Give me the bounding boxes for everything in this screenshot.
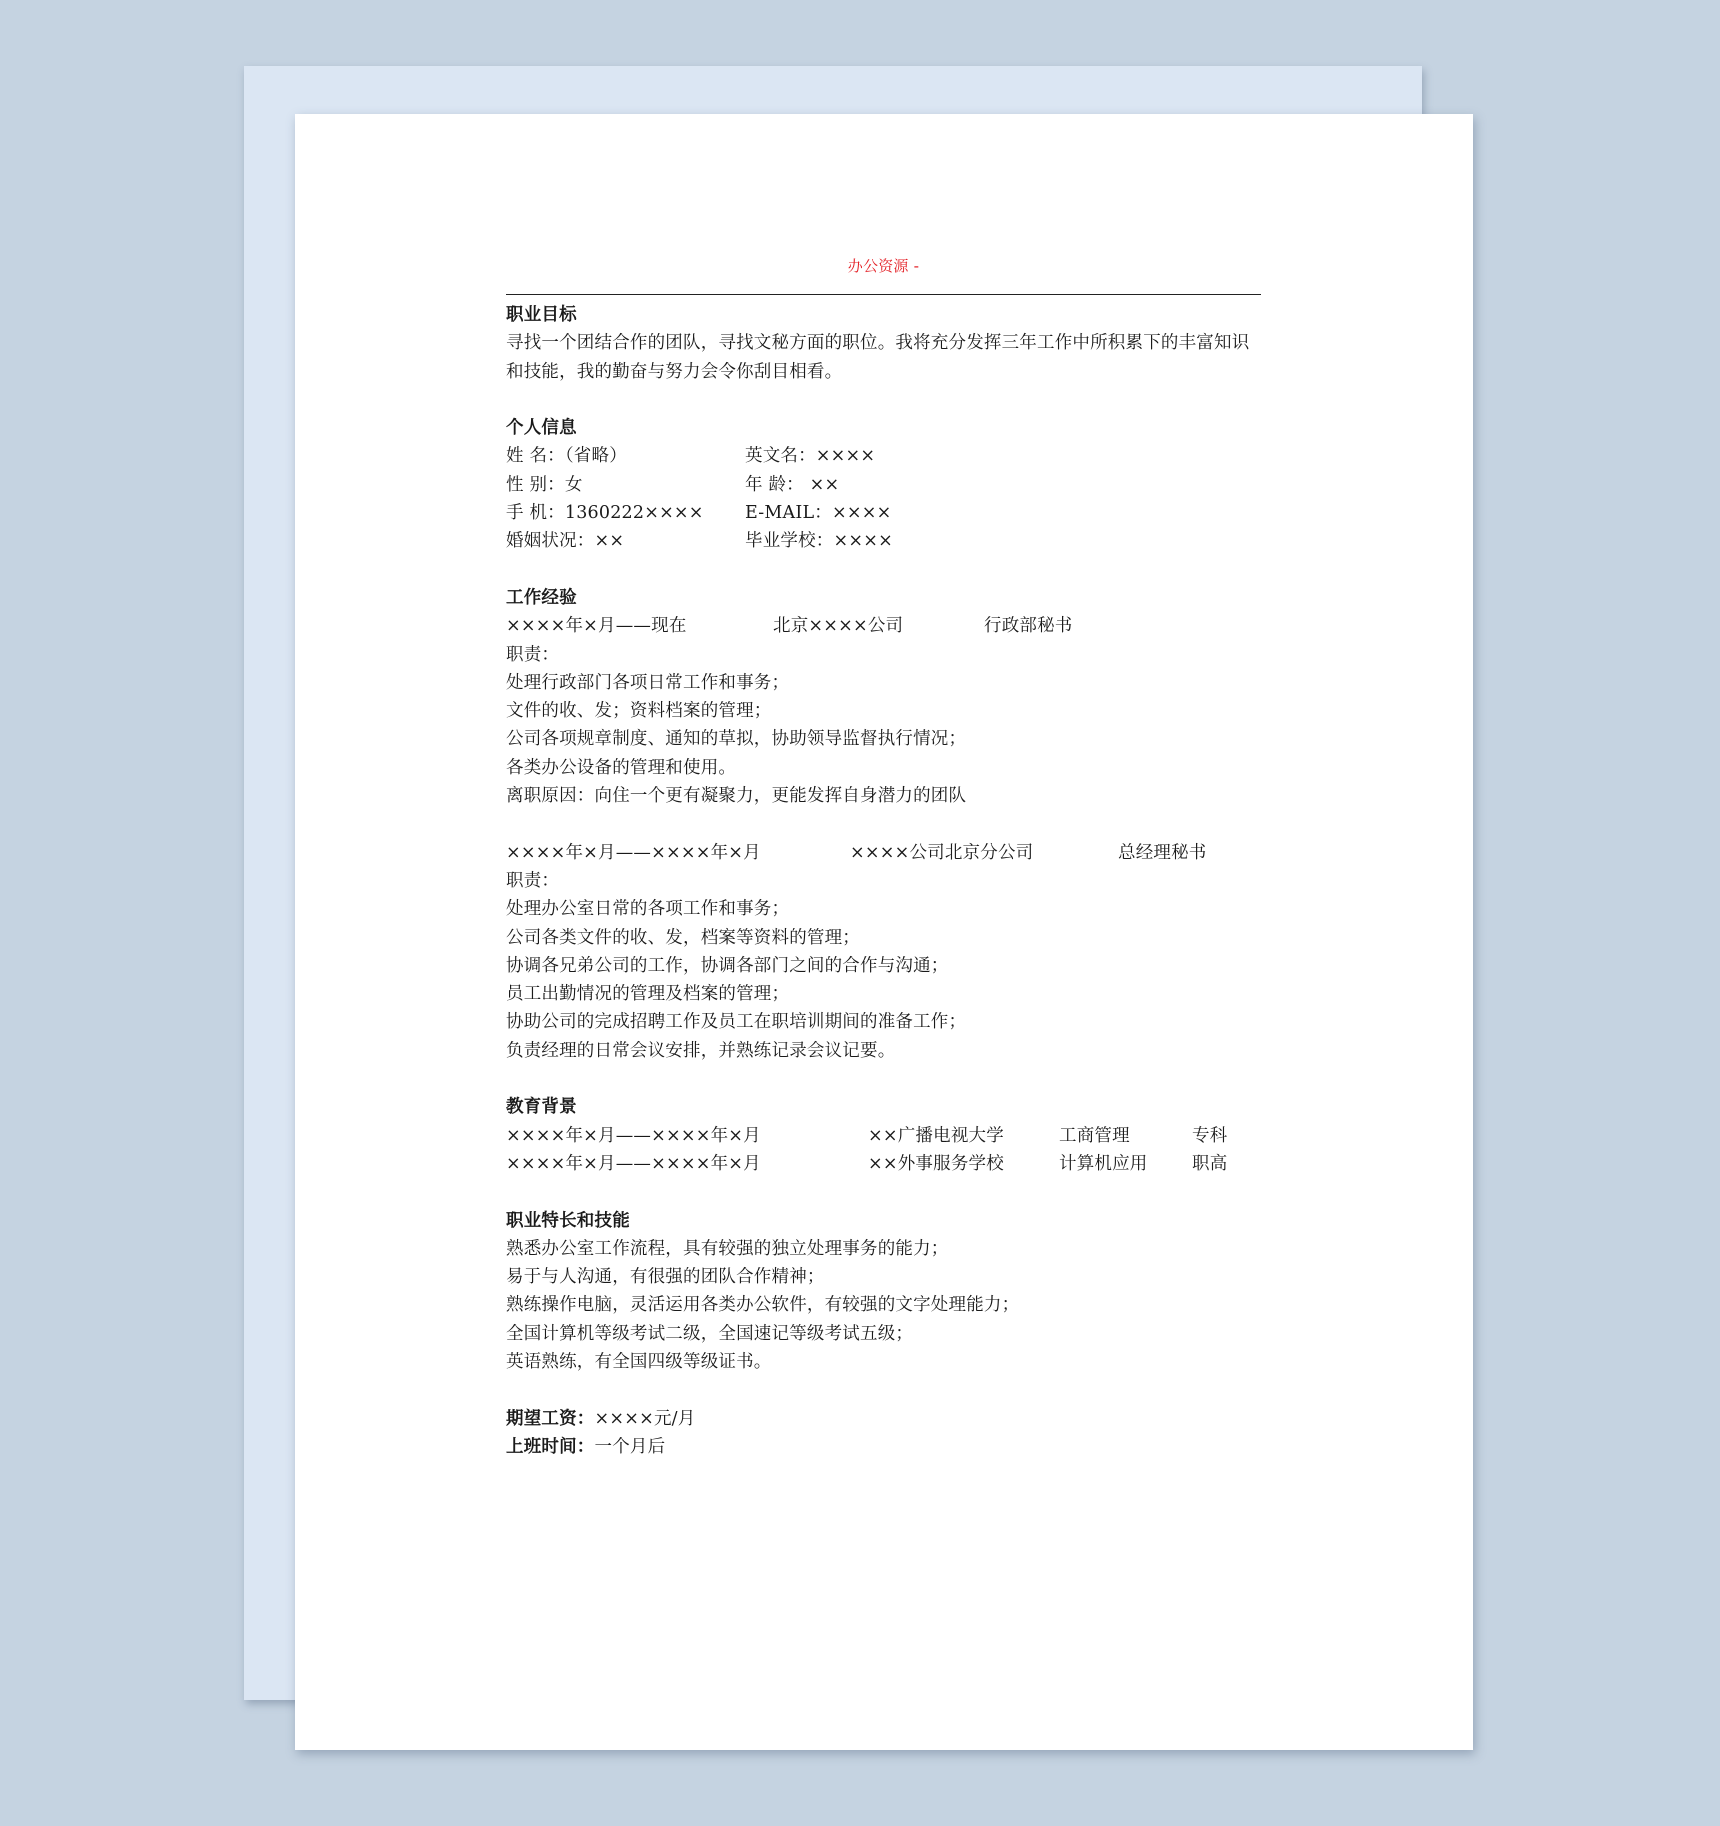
info-name: 姓 名：（省略） — [506, 446, 627, 467]
job-duty-item: 处理行政部门各项日常工作和事务； — [506, 672, 790, 693]
start-time — [506, 1433, 1261, 1461]
education-level: 专科 — [1192, 1125, 1228, 1146]
job-date: ××××年×月——现在 — [506, 616, 687, 637]
job-duty-item: 负责经理的日常会议安排，并熟练记录会议记要。 — [506, 1040, 896, 1061]
personal-info-title: 个人信息 — [506, 418, 577, 439]
objective-text: 寻找一个团结合作的团队，寻找文秘方面的职位。我将充分发挥三年工作中所积累下的丰富知识和技能，我的勤奋与努力会令你刮目相看。 — [506, 333, 1250, 382]
job-duty-item: 协调各兄弟公司的工作，协调各部门之间的合作与沟通； — [506, 955, 949, 976]
job-leave-reason: 离职原因：向住一个更有凝聚力，更能发挥自身潜力的团队 — [506, 786, 967, 807]
education-major: 工商管理 — [1059, 1125, 1130, 1146]
expected-salary-value: ××××元/月 — [594, 1408, 696, 1429]
info-school: 毕业学校：×××× — [745, 531, 893, 552]
resume-page — [295, 114, 1473, 1750]
info-marital-status: 婚姻状况：×× — [506, 531, 625, 552]
job-duty-item: 协助公司的完成招聘工作及员工在职培训期间的准备工作； — [506, 1012, 967, 1033]
job-duty-label: 职责： — [506, 870, 560, 891]
start-time-value: 一个月后 — [594, 1436, 666, 1457]
section-gap — [506, 810, 1261, 838]
job-position: 总经理秘书 — [1118, 842, 1207, 863]
resume-body — [506, 301, 1261, 1461]
expected-salary — [506, 1405, 1261, 1433]
info-gender: 性 别：女 — [506, 474, 583, 495]
job-duty-item: 公司各类文件的收、发，档案等资料的管理； — [506, 927, 860, 948]
personal-info-row — [506, 527, 1261, 555]
personal-info-row — [506, 442, 1261, 470]
education-row — [506, 1122, 1261, 1150]
job-company: 北京××××公司 — [773, 616, 904, 637]
job-header — [506, 839, 1261, 867]
info-english-name: 英文名：×××× — [745, 446, 876, 467]
job-company: ××××公司北京分公司 — [850, 842, 1034, 863]
skills-title: 职业特长和技能 — [506, 1210, 630, 1231]
education-level: 职高 — [1192, 1153, 1228, 1174]
education-school: ××广播电视大学 — [868, 1125, 1004, 1146]
personal-info-row — [506, 471, 1261, 499]
section-gap — [506, 1065, 1261, 1093]
work-experience-title: 工作经验 — [506, 587, 577, 608]
education-row — [506, 1150, 1261, 1178]
section-gap — [506, 556, 1261, 584]
job-header — [506, 612, 1261, 640]
job-duty-item: 文件的收、发；资料档案的管理； — [506, 701, 772, 722]
section-gap — [506, 1178, 1261, 1206]
skill-item: 熟悉办公室工作流程，具有较强的独立处理事务的能力； — [506, 1238, 949, 1259]
section-gap — [506, 386, 1261, 414]
page-header: 办公资源 - — [847, 257, 920, 275]
personal-info-row — [506, 499, 1261, 527]
info-email: E-MAIL：×××× — [745, 503, 892, 524]
job-duty-item: 处理办公室日常的各项工作和事务； — [506, 899, 790, 920]
skill-item: 全国计算机等级考试二级，全国速记等级考试五级； — [506, 1323, 914, 1344]
education-title: 教育背景 — [506, 1097, 577, 1118]
objective-title: 职业目标 — [506, 305, 577, 325]
skill-item: 易于与人沟通，有很强的团队合作精神； — [506, 1267, 825, 1288]
expected-salary-label: 期望工资： — [506, 1408, 595, 1429]
info-phone: 手 机：1360222×××× — [506, 503, 704, 524]
start-time-label: 上班时间： — [506, 1436, 595, 1457]
header-rule — [506, 294, 1261, 295]
job-duty-item: 公司各项规章制度、通知的草拟，协助领导监督执行情况； — [506, 729, 967, 750]
job-duty-label: 职责： — [506, 644, 560, 665]
education-major: 计算机应用 — [1059, 1153, 1148, 1174]
education-date: ××××年×月——××××年×月 — [506, 1153, 761, 1174]
job-duty-item: 各类办公设备的管理和使用。 — [506, 757, 737, 778]
education-school: ××外事服务学校 — [868, 1153, 1004, 1174]
job-duty-item: 员工出勤情况的管理及档案的管理； — [506, 984, 790, 1005]
education-date: ××××年×月——××××年×月 — [506, 1125, 761, 1146]
skill-item: 熟练操作电脑，灵活运用各类办公软件，有较强的文字处理能力； — [506, 1295, 1020, 1316]
job-date: ××××年×月——××××年×月 — [506, 842, 761, 863]
section-gap — [506, 1376, 1261, 1404]
info-age: 年 龄： ×× — [745, 474, 840, 495]
job-position: 行政部秘书 — [984, 616, 1073, 637]
skill-item: 英语熟练，有全国四级等级证书。 — [506, 1351, 772, 1372]
